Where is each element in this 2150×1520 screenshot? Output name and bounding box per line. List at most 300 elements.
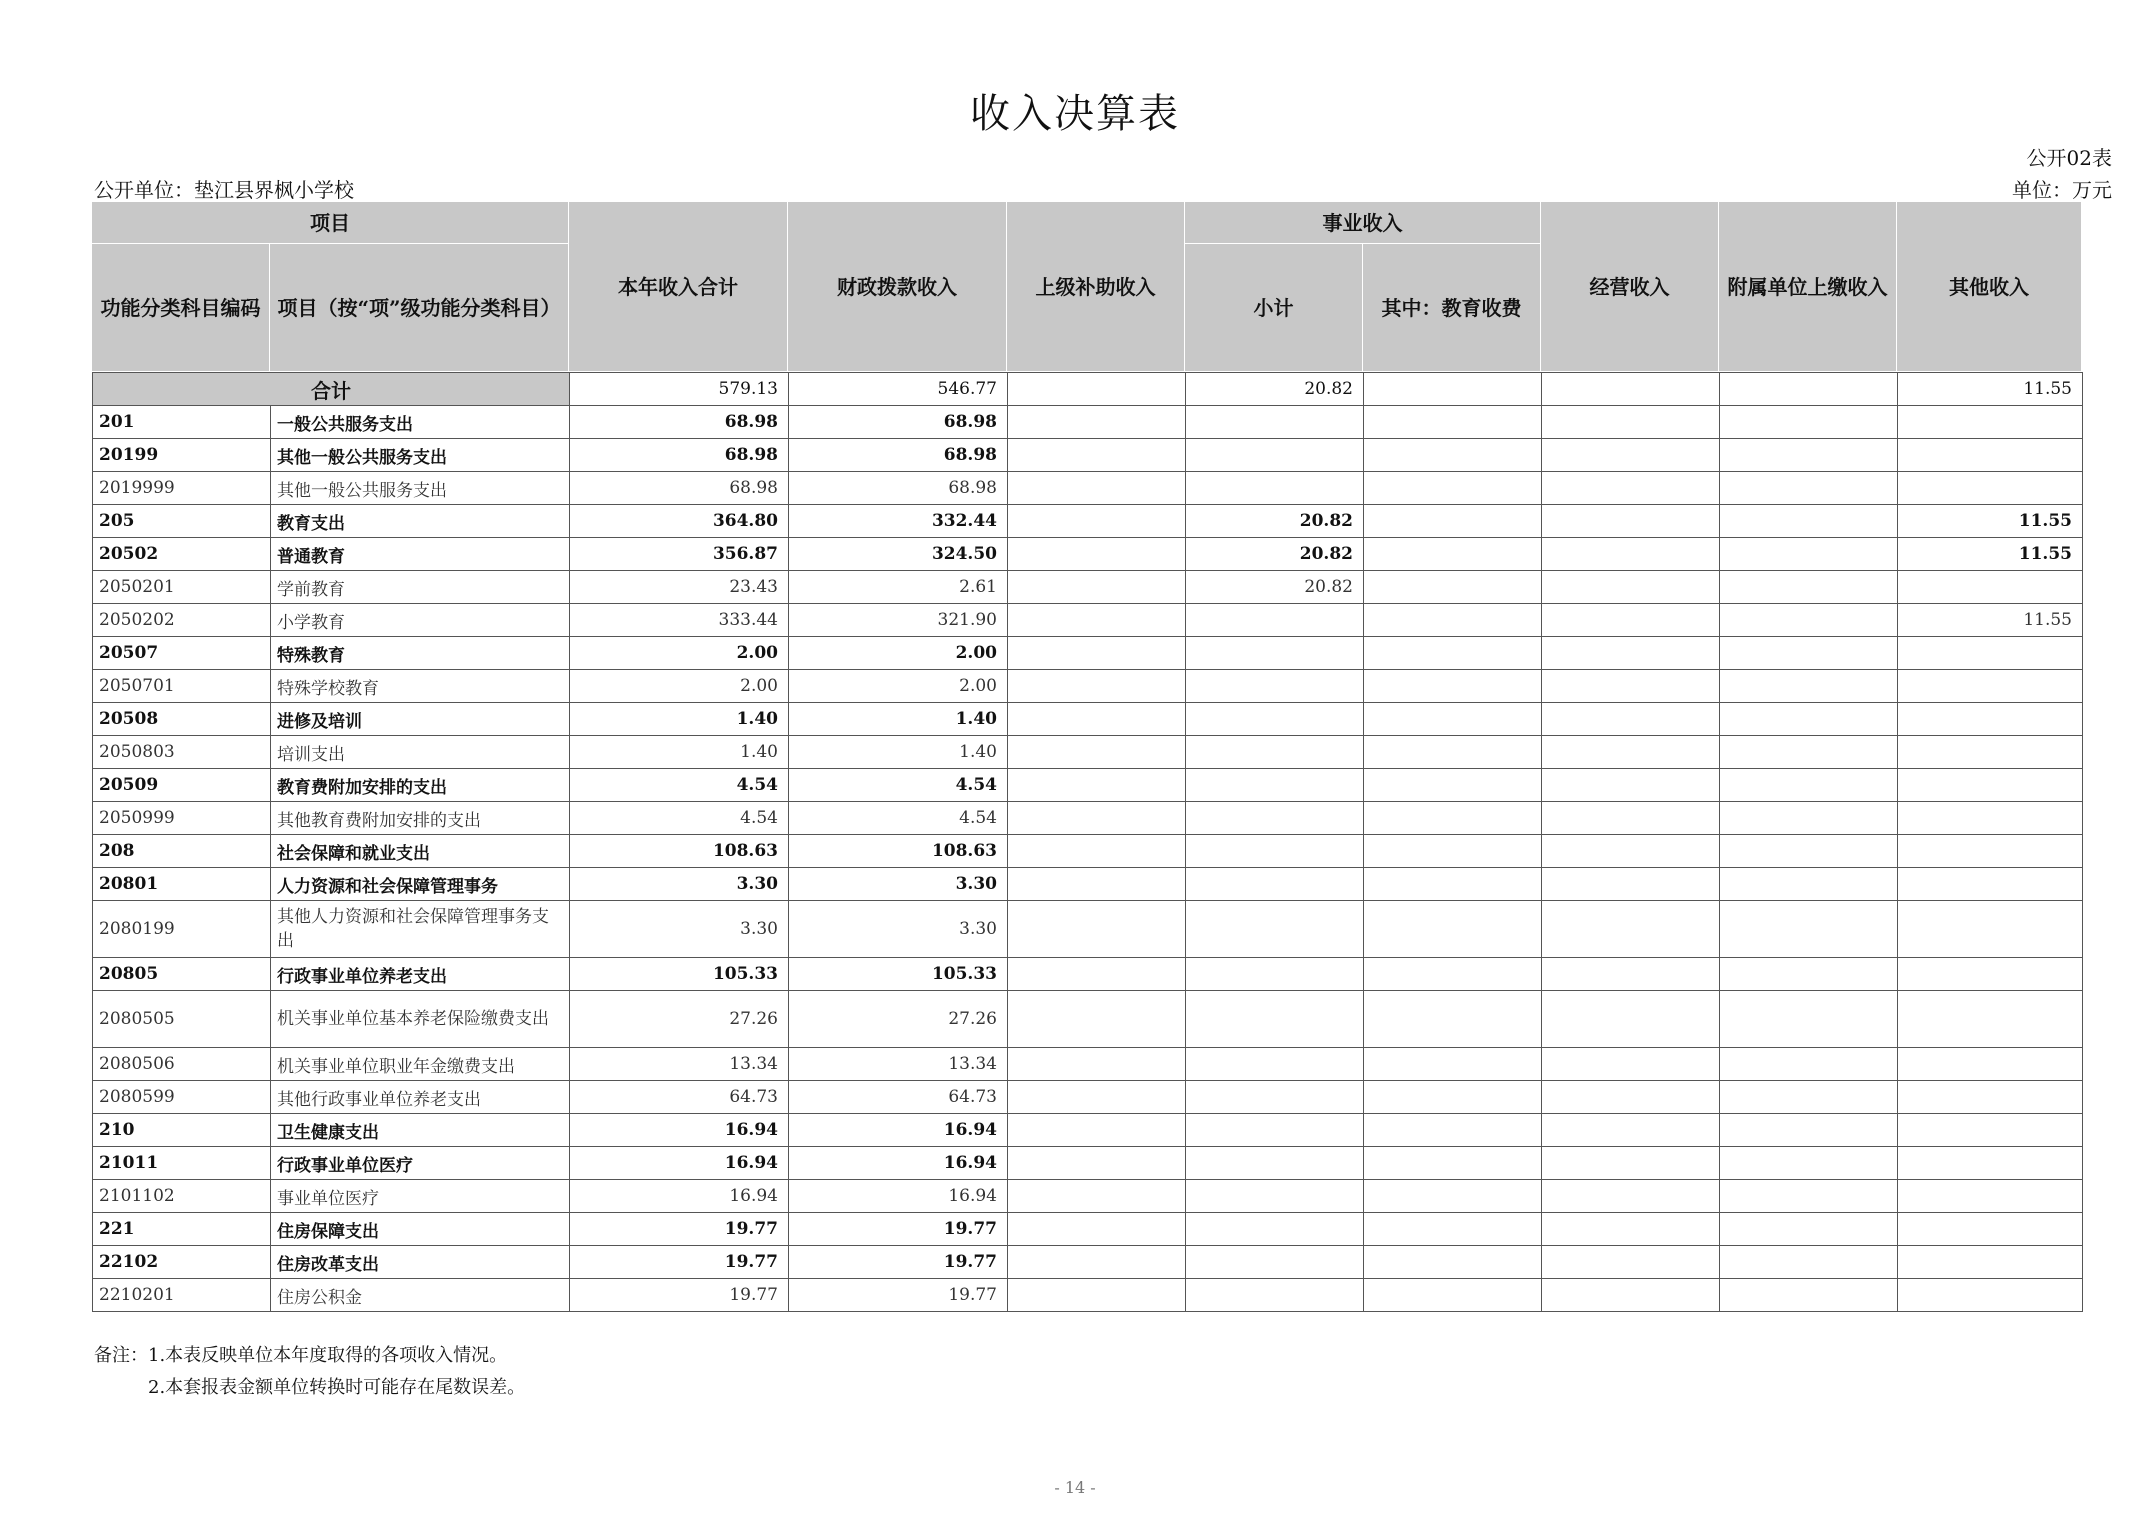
cell-name: 学前教育 <box>271 571 570 604</box>
table-row <box>93 406 2083 439</box>
cell-fiscal: 68.98 <box>789 439 1008 472</box>
cell-affiliated <box>1720 835 1898 868</box>
cell-fiscal: 3.30 <box>789 868 1008 901</box>
cell-total: 1.40 <box>570 736 789 769</box>
cell-edu-fee <box>1364 670 1542 703</box>
cell-operating <box>1542 901 1720 958</box>
cell-subtotal <box>1186 1048 1364 1081</box>
total-total: 579.13 <box>570 373 789 406</box>
cell-name: 行政事业单位医疗 <box>271 1147 570 1180</box>
cell-edu-fee <box>1364 406 1542 439</box>
cell-superior <box>1008 1279 1186 1312</box>
cell-superior <box>1008 1180 1186 1213</box>
cell-total: 16.94 <box>570 1180 789 1213</box>
cell-affiliated <box>1720 736 1898 769</box>
cell-total: 364.80 <box>570 505 789 538</box>
cell-operating <box>1542 802 1720 835</box>
cell-affiliated <box>1720 1180 1898 1213</box>
cell-superior <box>1008 835 1186 868</box>
cell-edu-fee <box>1364 505 1542 538</box>
cell-operating <box>1542 505 1720 538</box>
cell-fiscal: 105.33 <box>789 958 1008 991</box>
cell-superior <box>1008 1114 1186 1147</box>
table-row <box>93 991 2083 1048</box>
total-row <box>93 373 2083 406</box>
cell-subtotal <box>1186 1114 1364 1147</box>
cell-superior <box>1008 505 1186 538</box>
cell-code: 208 <box>93 835 271 868</box>
table-row <box>93 1246 2083 1279</box>
cell-superior <box>1008 1147 1186 1180</box>
cell-fiscal: 4.54 <box>789 769 1008 802</box>
cell-fiscal: 64.73 <box>789 1081 1008 1114</box>
form-number: 公开02表 <box>2026 146 2112 170</box>
cell-code: 2101102 <box>93 1180 271 1213</box>
cell-total: 68.98 <box>570 472 789 505</box>
cell-fiscal: 324.50 <box>789 538 1008 571</box>
cell-other <box>1898 1213 2083 1246</box>
table-row <box>93 736 2083 769</box>
cell-operating <box>1542 538 1720 571</box>
table-row <box>93 769 2083 802</box>
cell-subtotal <box>1186 868 1364 901</box>
cell-fiscal: 19.77 <box>789 1279 1008 1312</box>
cell-superior <box>1008 571 1186 604</box>
cell-fiscal: 68.98 <box>789 406 1008 439</box>
cell-total: 356.87 <box>570 538 789 571</box>
total-affiliated <box>1720 373 1898 406</box>
cell-subtotal <box>1186 1147 1364 1180</box>
cell-affiliated <box>1720 472 1898 505</box>
cell-name: 住房公积金 <box>271 1279 570 1312</box>
cell-name: 其他一般公共服务支出 <box>271 472 570 505</box>
cell-fiscal: 2.00 <box>789 670 1008 703</box>
cell-affiliated <box>1720 670 1898 703</box>
table-row <box>93 835 2083 868</box>
notes <box>94 1340 525 1404</box>
cell-total: 64.73 <box>570 1081 789 1114</box>
cell-other: 11.55 <box>1898 538 2083 571</box>
cell-other <box>1898 958 2083 991</box>
cell-edu-fee <box>1364 1081 1542 1114</box>
table-row <box>93 1180 2083 1213</box>
cell-operating <box>1542 406 1720 439</box>
table-row <box>93 1081 2083 1114</box>
cell-name: 其他一般公共服务支出 <box>271 439 570 472</box>
header-business-group: 事业收入 <box>1185 202 1541 244</box>
cell-total: 4.54 <box>570 802 789 835</box>
cell-operating <box>1542 736 1720 769</box>
cell-code: 2050701 <box>93 670 271 703</box>
header-superior: 上级补助收入 <box>1007 202 1185 372</box>
total-fiscal: 546.77 <box>789 373 1008 406</box>
cell-fiscal: 68.98 <box>789 472 1008 505</box>
cell-affiliated <box>1720 769 1898 802</box>
cell-fiscal: 19.77 <box>789 1246 1008 1279</box>
cell-name: 进修及培训 <box>271 703 570 736</box>
cell-other <box>1898 736 2083 769</box>
cell-other <box>1898 868 2083 901</box>
currency-unit: 单位：万元 <box>2012 178 2112 202</box>
total-operating <box>1542 373 1720 406</box>
cell-affiliated <box>1720 1246 1898 1279</box>
table-row <box>93 901 2083 958</box>
cell-other <box>1898 769 2083 802</box>
cell-edu-fee <box>1364 1246 1542 1279</box>
cell-edu-fee <box>1364 991 1542 1048</box>
cell-affiliated <box>1720 901 1898 958</box>
header-operating: 经营收入 <box>1541 202 1719 372</box>
cell-subtotal <box>1186 1180 1364 1213</box>
cell-subtotal <box>1186 1081 1364 1114</box>
cell-subtotal <box>1186 439 1364 472</box>
table-row <box>93 1279 2083 1312</box>
cell-other <box>1898 835 2083 868</box>
cell-code: 2050803 <box>93 736 271 769</box>
cell-edu-fee <box>1364 439 1542 472</box>
cell-name: 机关事业单位职业年金缴费支出 <box>271 1048 570 1081</box>
cell-fiscal: 19.77 <box>789 1213 1008 1246</box>
cell-total: 108.63 <box>570 835 789 868</box>
cell-total: 2.00 <box>570 670 789 703</box>
cell-other <box>1898 571 2083 604</box>
table-row <box>93 1048 2083 1081</box>
cell-edu-fee <box>1364 868 1542 901</box>
cell-superior <box>1008 736 1186 769</box>
cell-superior <box>1008 1048 1186 1081</box>
cell-subtotal <box>1186 835 1364 868</box>
cell-name: 住房保障支出 <box>271 1213 570 1246</box>
cell-edu-fee <box>1364 769 1542 802</box>
cell-affiliated <box>1720 991 1898 1048</box>
cell-superior <box>1008 439 1186 472</box>
note-2: 2.本套报表金额单位转换时可能存在尾数误差。 <box>148 1377 526 1398</box>
cell-edu-fee <box>1364 958 1542 991</box>
cell-name: 事业单位医疗 <box>271 1180 570 1213</box>
cell-superior <box>1008 1213 1186 1246</box>
cell-code: 21011 <box>93 1147 271 1180</box>
cell-affiliated <box>1720 1114 1898 1147</box>
cell-operating <box>1542 1246 1720 1279</box>
cell-edu-fee <box>1364 1048 1542 1081</box>
cell-affiliated <box>1720 505 1898 538</box>
cell-fiscal: 332.44 <box>789 505 1008 538</box>
table-row <box>93 637 2083 670</box>
cell-affiliated <box>1720 1081 1898 1114</box>
cell-fiscal: 2.61 <box>789 571 1008 604</box>
cell-operating <box>1542 1048 1720 1081</box>
cell-superior <box>1008 637 1186 670</box>
cell-name: 其他教育费附加安排的支出 <box>271 802 570 835</box>
cell-code: 2050999 <box>93 802 271 835</box>
cell-other <box>1898 1180 2083 1213</box>
table-row <box>93 538 2083 571</box>
cell-superior <box>1008 802 1186 835</box>
total-edu-fee <box>1364 373 1542 406</box>
cell-code: 2210201 <box>93 1279 271 1312</box>
cell-edu-fee <box>1364 901 1542 958</box>
income-table <box>92 372 2083 1312</box>
cell-subtotal <box>1186 604 1364 637</box>
cell-code: 20507 <box>93 637 271 670</box>
cell-edu-fee <box>1364 1180 1542 1213</box>
cell-affiliated <box>1720 538 1898 571</box>
cell-affiliated <box>1720 637 1898 670</box>
cell-subtotal <box>1186 670 1364 703</box>
cell-code: 201 <box>93 406 271 439</box>
cell-name: 其他行政事业单位养老支出 <box>271 1081 570 1114</box>
cell-other <box>1898 901 2083 958</box>
cell-subtotal <box>1186 1279 1364 1312</box>
cell-operating <box>1542 703 1720 736</box>
table-row <box>93 670 2083 703</box>
total-label: 合计 <box>93 373 570 406</box>
cell-edu-fee <box>1364 1114 1542 1147</box>
cell-subtotal <box>1186 1246 1364 1279</box>
cell-operating <box>1542 769 1720 802</box>
cell-edu-fee <box>1364 802 1542 835</box>
table-row <box>93 472 2083 505</box>
cell-total: 3.30 <box>570 901 789 958</box>
cell-code: 20508 <box>93 703 271 736</box>
cell-name: 机关事业单位基本养老保险缴费支出 <box>271 991 570 1048</box>
cell-code: 20502 <box>93 538 271 571</box>
cell-superior <box>1008 991 1186 1048</box>
cell-code: 205 <box>93 505 271 538</box>
cell-operating <box>1542 1081 1720 1114</box>
cell-superior <box>1008 901 1186 958</box>
cell-operating <box>1542 868 1720 901</box>
note-1: 备注：1.本表反映单位本年度取得的各项收入情况。 <box>94 1345 508 1366</box>
cell-subtotal <box>1186 637 1364 670</box>
cell-edu-fee <box>1364 472 1542 505</box>
cell-name: 特殊教育 <box>271 637 570 670</box>
cell-operating <box>1542 670 1720 703</box>
cell-code: 2080505 <box>93 991 271 1048</box>
cell-operating <box>1542 1279 1720 1312</box>
cell-name: 其他人力资源和社会保障管理事务支出 <box>271 901 570 958</box>
total-subtotal: 20.82 <box>1186 373 1364 406</box>
cell-fiscal: 16.94 <box>789 1147 1008 1180</box>
cell-superior <box>1008 670 1186 703</box>
cell-operating <box>1542 1147 1720 1180</box>
cell-other <box>1898 637 2083 670</box>
cell-affiliated <box>1720 802 1898 835</box>
cell-subtotal <box>1186 901 1364 958</box>
table-row <box>93 439 2083 472</box>
cell-code: 2050201 <box>93 571 271 604</box>
cell-subtotal <box>1186 472 1364 505</box>
cell-affiliated <box>1720 1279 1898 1312</box>
cell-other: 11.55 <box>1898 604 2083 637</box>
cell-fiscal: 1.40 <box>789 736 1008 769</box>
cell-operating <box>1542 1180 1720 1213</box>
cell-subtotal <box>1186 802 1364 835</box>
table-row <box>93 703 2083 736</box>
cell-other <box>1898 472 2083 505</box>
cell-other <box>1898 1279 2083 1312</box>
cell-name: 一般公共服务支出 <box>271 406 570 439</box>
header-total: 本年收入合计 <box>569 202 788 372</box>
cell-operating <box>1542 958 1720 991</box>
cell-other <box>1898 439 2083 472</box>
cell-code: 2080506 <box>93 1048 271 1081</box>
cell-subtotal <box>1186 1213 1364 1246</box>
cell-edu-fee <box>1364 736 1542 769</box>
header-other: 其他收入 <box>1897 202 2082 372</box>
cell-other <box>1898 1114 2083 1147</box>
cell-code: 20509 <box>93 769 271 802</box>
cell-edu-fee <box>1364 1279 1542 1312</box>
cell-other <box>1898 991 2083 1048</box>
cell-other <box>1898 406 2083 439</box>
cell-affiliated <box>1720 1213 1898 1246</box>
cell-name: 行政事业单位养老支出 <box>271 958 570 991</box>
total-superior <box>1008 373 1186 406</box>
cell-code: 20801 <box>93 868 271 901</box>
cell-superior <box>1008 958 1186 991</box>
cell-affiliated <box>1720 958 1898 991</box>
cell-affiliated <box>1720 406 1898 439</box>
cell-superior <box>1008 1246 1186 1279</box>
cell-total: 19.77 <box>570 1246 789 1279</box>
cell-total: 16.94 <box>570 1147 789 1180</box>
page-title: 收入决算表 <box>970 91 1180 137</box>
header-edu-fee: 其中：教育收费 <box>1363 244 1541 372</box>
cell-fiscal: 3.30 <box>789 901 1008 958</box>
table-row <box>93 604 2083 637</box>
header-fiscal: 财政拨款收入 <box>788 202 1007 372</box>
cell-edu-fee <box>1364 1213 1542 1246</box>
cell-operating <box>1542 835 1720 868</box>
cell-superior <box>1008 472 1186 505</box>
cell-fiscal: 16.94 <box>789 1180 1008 1213</box>
cell-edu-fee <box>1364 604 1542 637</box>
cell-total: 23.43 <box>570 571 789 604</box>
cell-operating <box>1542 1114 1720 1147</box>
cell-fiscal: 108.63 <box>789 835 1008 868</box>
cell-superior <box>1008 406 1186 439</box>
cell-total: 13.34 <box>570 1048 789 1081</box>
cell-other <box>1898 1246 2083 1279</box>
cell-code: 221 <box>93 1213 271 1246</box>
cell-total: 19.77 <box>570 1279 789 1312</box>
cell-code: 20805 <box>93 958 271 991</box>
cell-affiliated <box>1720 1147 1898 1180</box>
cell-code: 2050202 <box>93 604 271 637</box>
cell-fiscal: 27.26 <box>789 991 1008 1048</box>
cell-affiliated <box>1720 703 1898 736</box>
cell-subtotal <box>1186 958 1364 991</box>
cell-total: 333.44 <box>570 604 789 637</box>
cell-subtotal <box>1186 736 1364 769</box>
cell-fiscal: 1.40 <box>789 703 1008 736</box>
cell-subtotal: 20.82 <box>1186 571 1364 604</box>
cell-fiscal: 321.90 <box>789 604 1008 637</box>
cell-superior <box>1008 703 1186 736</box>
cell-affiliated <box>1720 571 1898 604</box>
table-row <box>93 1147 2083 1180</box>
table-row <box>93 505 2083 538</box>
cell-edu-fee <box>1364 1147 1542 1180</box>
cell-total: 2.00 <box>570 637 789 670</box>
reporting-unit: 公开单位：垫江县界枫小学校 <box>94 178 354 202</box>
cell-name: 培训支出 <box>271 736 570 769</box>
cell-name: 教育支出 <box>271 505 570 538</box>
cell-affiliated <box>1720 868 1898 901</box>
cell-code: 210 <box>93 1114 271 1147</box>
header-project: 项目 <box>92 202 569 244</box>
cell-fiscal: 4.54 <box>789 802 1008 835</box>
cell-total: 4.54 <box>570 769 789 802</box>
cell-edu-fee <box>1364 835 1542 868</box>
cell-other <box>1898 1147 2083 1180</box>
cell-edu-fee <box>1364 571 1542 604</box>
cell-name: 卫生健康支出 <box>271 1114 570 1147</box>
cell-name: 社会保障和就业支出 <box>271 835 570 868</box>
page-number: - 14 - <box>1054 1478 1096 1497</box>
cell-other <box>1898 670 2083 703</box>
cell-superior <box>1008 769 1186 802</box>
cell-total: 68.98 <box>570 439 789 472</box>
cell-code: 22102 <box>93 1246 271 1279</box>
header-code: 功能分类科目编码 <box>92 244 270 372</box>
cell-subtotal <box>1186 991 1364 1048</box>
cell-total: 27.26 <box>570 991 789 1048</box>
cell-affiliated <box>1720 604 1898 637</box>
cell-fiscal: 16.94 <box>789 1114 1008 1147</box>
cell-name: 小学教育 <box>271 604 570 637</box>
cell-name: 普通教育 <box>271 538 570 571</box>
table-row <box>93 802 2083 835</box>
header-affiliated: 附属单位上缴收入 <box>1719 202 1897 372</box>
cell-superior <box>1008 604 1186 637</box>
cell-total: 3.30 <box>570 868 789 901</box>
cell-operating <box>1542 1213 1720 1246</box>
cell-affiliated <box>1720 1048 1898 1081</box>
table-row <box>93 571 2083 604</box>
cell-edu-fee <box>1364 538 1542 571</box>
cell-name: 人力资源和社会保障管理事务 <box>271 868 570 901</box>
cell-operating <box>1542 637 1720 670</box>
cell-total: 16.94 <box>570 1114 789 1147</box>
cell-name: 住房改革支出 <box>271 1246 570 1279</box>
cell-code: 2080599 <box>93 1081 271 1114</box>
cell-other <box>1898 802 2083 835</box>
cell-superior <box>1008 538 1186 571</box>
cell-name: 特殊学校教育 <box>271 670 570 703</box>
cell-edu-fee <box>1364 637 1542 670</box>
cell-subtotal: 20.82 <box>1186 538 1364 571</box>
cell-other <box>1898 703 2083 736</box>
total-other: 11.55 <box>1898 373 2083 406</box>
cell-operating <box>1542 991 1720 1048</box>
cell-total: 19.77 <box>570 1213 789 1246</box>
table-row <box>93 1114 2083 1147</box>
cell-total: 105.33 <box>570 958 789 991</box>
cell-subtotal: 20.82 <box>1186 505 1364 538</box>
header-subtotal: 小计 <box>1185 244 1363 372</box>
cell-code: 2080199 <box>93 901 271 958</box>
cell-subtotal <box>1186 703 1364 736</box>
cell-name: 教育费附加安排的支出 <box>271 769 570 802</box>
cell-subtotal <box>1186 406 1364 439</box>
cell-other: 11.55 <box>1898 505 2083 538</box>
cell-affiliated <box>1720 439 1898 472</box>
cell-fiscal: 2.00 <box>789 637 1008 670</box>
cell-superior <box>1008 868 1186 901</box>
table-row <box>93 868 2083 901</box>
